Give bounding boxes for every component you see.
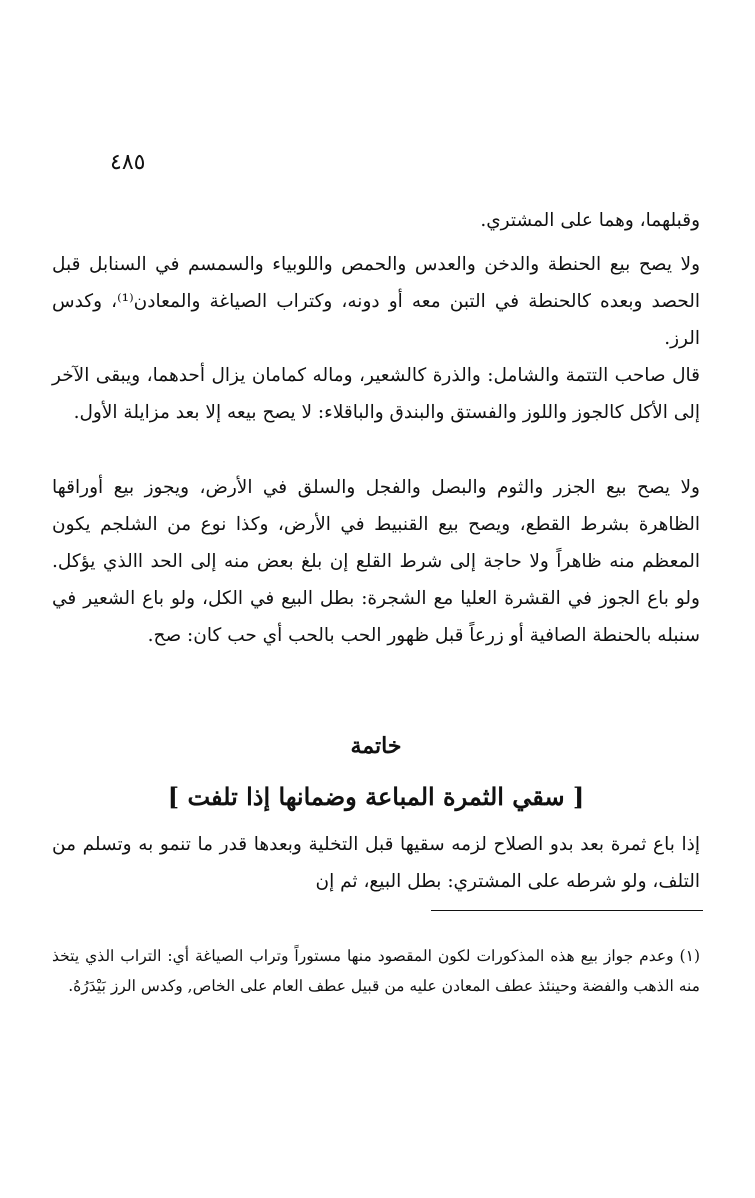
paragraph-1: وقبلهما، وهما على المشتري. — [480, 210, 700, 231]
footnote-divider — [431, 910, 703, 911]
section-title: خاتمة — [350, 733, 402, 759]
paragraph-3: قال صاحب التتمة والشامل: والذرة كالشعير، وماله كمامان يزال أحدهما، ويبقى الآخر إلى الأكل كالجوز واللوز والفستق والبندق والباقلاء: لا يصح بيعه إلا بعد مزايلة الأول. — [52, 365, 700, 423]
paragraph-2: ولا يصح بيع الحنطة والدخن والعدس والحمص واللوبياء والسمسم في السنابل قبل الحصد وبعده كالحنطة في التبن معه أو دونه، وكتراب الصياغة والمعادن⁽¹⁾، وكدس الرز. — [52, 254, 700, 349]
paragraph-4: ولا يصح بيع الجزر والثوم والبصل والفجل والسلق في الأرض، ويجوز بيع أوراقها الظاهرة بشرط القطع، ويصح بيع القنبيط في الأرض، وكذا نوع من الشلجم يكون المعظم منه ظاهراً ولا حاجة إلى شرط القلع إن بلغ بعض منه إلى الحد االذي يؤكل. ولو باع الجوز في القشرة العليا مع الشجرة: بطل البيع في الكل، ولو باع الشعير في سنبله بالحنطة الصافية أو زرعاً قبل ظهور الحب بالحب أي حب كان: صح. — [52, 477, 700, 646]
paragraph-5: إذا باع ثمرة بعد بدو الصلاح لزمه سقيها قبل التخلية وبعدها قدر ما تنمو به وتسلم من التلف، ولو شرطه على المشتري: بطل البيع، ثم إن — [52, 834, 700, 892]
section-subtitle: [ سقي الثمرة المباعة وضمانها إذا تلفت ] — [167, 782, 585, 811]
page-number: ٤٨٥ — [110, 150, 146, 175]
footnote: (١) وعدم جواز بيع هذه المذكورات لكون المقصود منها مستوراً وتراب الصياغة أي: التراب الذي يتخذ منه الذهب والفضة وحينئذ عطف المعادن عليه من قبيل عطف العام على الخاص, وكدس الرز بَيْدَرُهُ. — [52, 946, 700, 995]
